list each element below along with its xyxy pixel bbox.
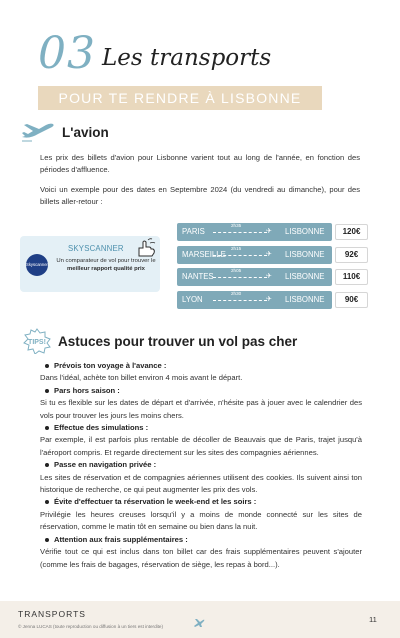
list-item <box>40 422 362 459</box>
tip-body: Les sites de réservation et de compagnies aériennes utilisent des cookies. Ils suivent ainsi ton historique de recherche, ce qui peut augmenter les prix des vols. <box>40 472 362 495</box>
tip-body: Par exemple, il est parfois plus rentable de décoller de Beauvais que de Paris, trajet jusqu'à l'aéroport compris. Et regarde directement sur les sites des compagnies aériennes. <box>40 435 362 457</box>
skyscanner-logo: Skyscanner <box>26 254 48 276</box>
tip-body: Si tu es flexible sur les dates de départ et d'arrivée, n'hésite pas à jouer avec le calendrier des vols pour trouver les jours les moins chers. <box>40 398 362 420</box>
tip-title: Effectue des simulations : <box>40 422 362 434</box>
tips-list <box>40 360 362 571</box>
flight-origin: MARSEILLE <box>182 249 226 259</box>
astuces-heading <box>22 328 297 354</box>
banner-label: POUR TE RENDRE À LISBONNE <box>58 90 302 106</box>
flight-price-list <box>177 223 368 313</box>
flight-origin: PARIS <box>182 227 205 236</box>
tip-title: Attention aux frais supplémentaires : <box>40 534 362 546</box>
flight-destination: LISBONNE <box>285 249 325 259</box>
avion-title: L'avion <box>62 124 109 140</box>
list-item <box>40 360 362 385</box>
tip-title: Évite d'effectuer ta réservation le week-end et les soirs : <box>40 496 362 508</box>
skyscanner-name: SKYSCANNER <box>68 244 124 253</box>
flight-row <box>177 268 368 286</box>
flight-duration: 2h35 <box>231 223 242 228</box>
tip-title: Prévois ton voyage à l'avance : <box>40 360 362 372</box>
tip-body: Vérifie tout ce qui est inclus dans ton billet car des frais supplémentaires peuvent s'ajouter (comme les frais de bagages, réservation de siège, les repas à bord...). <box>40 547 362 569</box>
flight-destination: LISBONNE <box>285 294 325 304</box>
tip-body: Dans l'idéal, achète ton billet environ 4 mois avant le départ. <box>40 373 243 383</box>
footer-copyright: © Jenna LUCAS (toute reproduction ou diffusion à un tiers est interdite) <box>18 624 164 629</box>
astuces-title: Astuces pour trouver un vol pas cher <box>58 333 298 349</box>
dashed-route-line <box>213 255 267 256</box>
page-number: 11 <box>369 615 377 624</box>
avion-example: Voici un exemple pour des dates en Septembre 2024 (du vendredi au dimanche), pour des billets aller-retour : <box>40 185 360 207</box>
avion-intro: Les prix des billets d'avion pour Lisbonne varient tout au long de l'année, en fonction des périodes d'affluence. <box>40 153 360 175</box>
plane-arrow-icon: ✈ <box>266 295 272 303</box>
list-item <box>40 534 362 571</box>
list-item <box>40 496 362 533</box>
flight-row <box>177 223 368 241</box>
flight-destination: LISBONNE <box>285 227 325 236</box>
flight-price: 110€ <box>335 269 368 285</box>
flight-price: 92€ <box>335 247 368 263</box>
list-item <box>40 385 362 422</box>
pointing-hand-icon <box>134 236 158 258</box>
flight-duration: 2h05 <box>231 268 242 273</box>
tips-badge-label: TIPS! <box>28 339 46 346</box>
flight-bar <box>177 246 332 264</box>
footer-section-title: TRANSPORTS <box>18 609 86 619</box>
flight-row <box>177 246 368 264</box>
flight-duration: 2h30 <box>231 290 242 296</box>
flight-price: 120€ <box>335 224 368 240</box>
tips-badge-icon <box>22 328 52 354</box>
chapter-title: Les transports <box>102 45 272 71</box>
dashed-route-line <box>213 232 267 233</box>
page-footer <box>0 601 400 638</box>
plane-arrow-icon: ✈ <box>266 273 272 280</box>
skyscanner-description: Un comparateur de vol pour trouver le meilleur rapport qualité prix <box>56 258 156 273</box>
plane-arrow-icon: ✈ <box>266 228 272 235</box>
section-banner <box>38 86 322 110</box>
flight-row <box>177 291 368 309</box>
tip-body: Privilégie les heures creuses lorsqu'il y a moins de monde connecté sur les sites de réservation, comme le matin tôt en semaine ou bien dans la nuit. <box>40 509 362 532</box>
flight-duration: 2h15 <box>231 245 242 251</box>
small-airplane-icon <box>193 615 205 625</box>
plane-arrow-icon: ✈ <box>266 250 272 258</box>
chapter-number: 03 <box>38 28 96 79</box>
dashed-route-line <box>213 277 267 278</box>
tip-title: Passe en navigation privée : <box>40 459 362 471</box>
flight-origin: LYON <box>182 294 203 304</box>
avion-heading <box>20 120 109 144</box>
flight-bar <box>177 223 332 241</box>
flight-bar <box>177 268 332 286</box>
flight-origin: NANTES <box>182 272 214 281</box>
list-item <box>40 459 362 496</box>
tip-title: Pars hors saison : <box>40 385 362 397</box>
flight-destination: LISBONNE <box>285 272 325 281</box>
airplane-icon <box>20 120 56 144</box>
flight-price: 90€ <box>335 292 368 308</box>
dashed-route-line <box>213 300 267 301</box>
flight-bar <box>177 291 332 309</box>
